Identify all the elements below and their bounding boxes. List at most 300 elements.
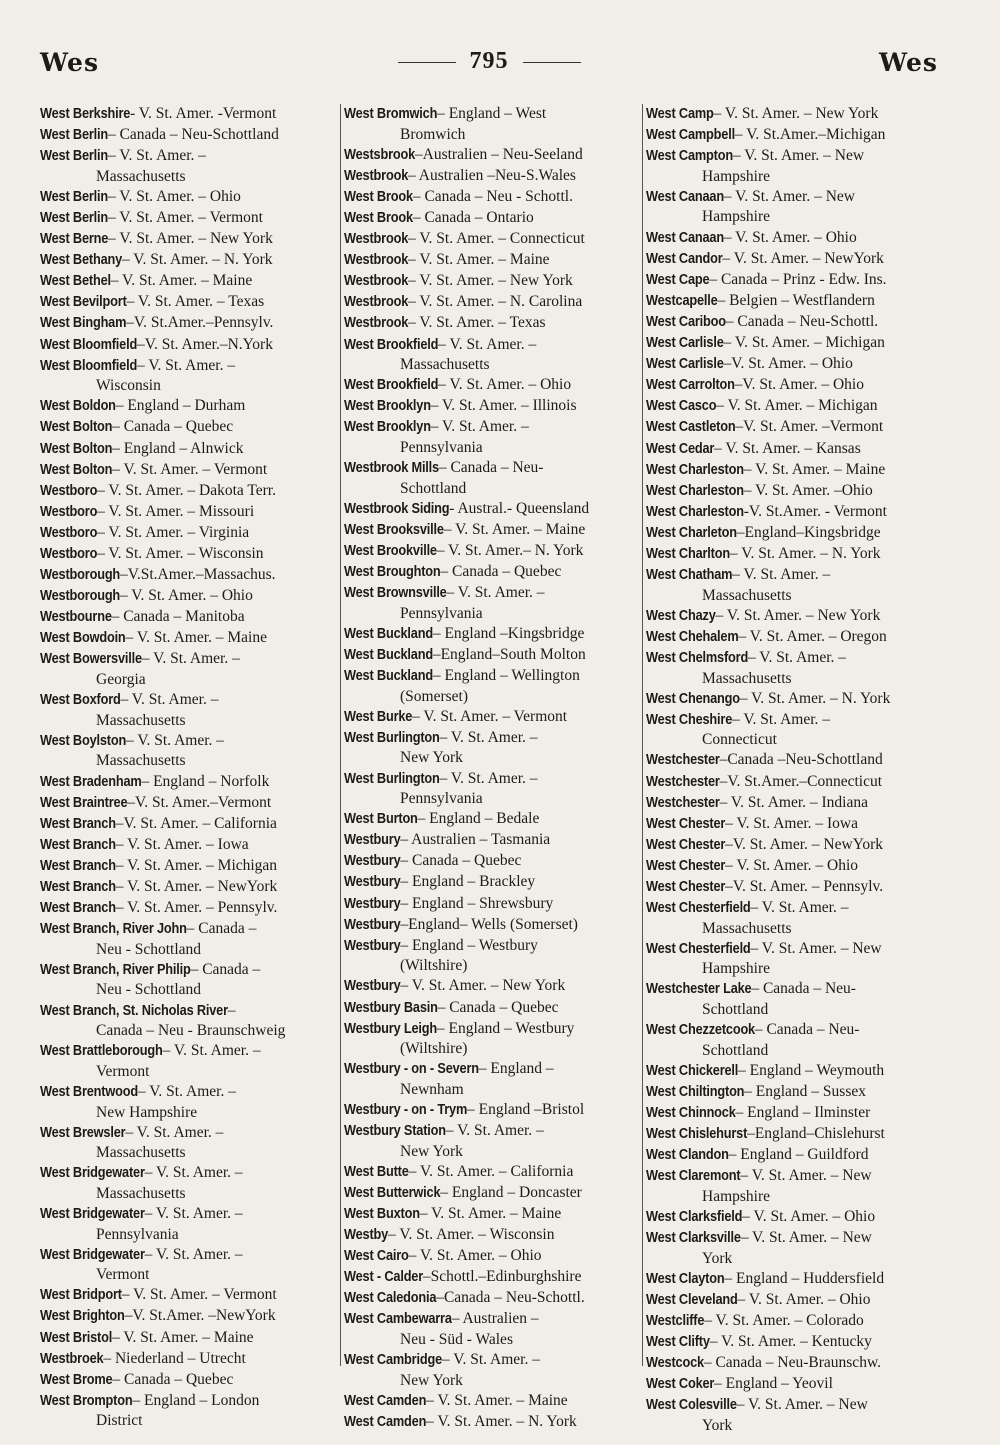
place-name: West Clarksville (646, 1230, 741, 1247)
place-name: West Chester (646, 815, 726, 832)
gazetteer-entry (344, 1246, 640, 1267)
place-location: – V. St. Amer. – New York (715, 606, 881, 624)
place-name: West Chislehurst (646, 1126, 748, 1143)
entry-line (344, 313, 640, 334)
place-name: West Clayton (646, 1270, 725, 1287)
place-name: Westbury Leigh (344, 1020, 438, 1037)
place-name: Westbury Station (344, 1123, 446, 1140)
entry-line (344, 208, 640, 229)
entry-line (40, 814, 336, 835)
gazetteer-entry (344, 104, 640, 144)
entry-line (646, 146, 942, 167)
gazetteer-entry (646, 898, 942, 938)
entry-line (40, 628, 336, 649)
entry-line (646, 979, 942, 1000)
place-name: West Brookfield (344, 336, 439, 353)
entry-line (40, 731, 336, 752)
entry-line (646, 1166, 942, 1187)
entry-line (646, 1082, 942, 1103)
gazetteer-entry (40, 793, 336, 814)
place-location-continued: Schottland (702, 1001, 769, 1019)
place-location: – V. St. Amer. – Ohio (742, 1207, 876, 1225)
place-location: – V. St. Amer. – Texas (126, 293, 265, 311)
entry-line (344, 583, 640, 604)
place-location: – Canada – Ontario (412, 208, 534, 226)
gazetteer-entry (344, 229, 640, 250)
place-location: – Belgien – Westflandern (717, 291, 875, 309)
entry-line (40, 1370, 336, 1391)
entry-line (40, 396, 336, 417)
place-name: West Carlisle (646, 335, 724, 352)
place-location-continued: (Wiltshire) (400, 1040, 468, 1058)
place-location-continued: Massachusetts (96, 752, 186, 770)
place-name: West Burke (344, 708, 413, 725)
entry-line (344, 1288, 640, 1309)
column-1 (40, 104, 336, 1432)
entry-line (344, 250, 640, 271)
gazetteer-entry (40, 898, 336, 919)
place-location: –Canada –Neu-Schottland (719, 751, 883, 769)
place-location: – England – West (437, 105, 547, 122)
gazetteer-entry (344, 458, 640, 498)
gazetteer-entry (646, 460, 942, 481)
header-rule-right (523, 62, 581, 63)
place-location: – V. St. Amer. – Michigan (115, 856, 278, 874)
column-3 (646, 104, 942, 1436)
place-name: West Bowersville (40, 651, 142, 668)
entry-line (40, 439, 336, 460)
gazetteer-entry (344, 1019, 640, 1059)
gazetteer-entry (646, 1207, 942, 1228)
entry-line (40, 1349, 336, 1370)
entry-line (344, 520, 640, 541)
place-location: – V. St. Amer. – (750, 899, 849, 917)
place-name: West Butterwick (344, 1184, 441, 1201)
entry-line (344, 1225, 640, 1246)
place-location: – V. St. Amer. – Vermont (412, 707, 568, 725)
place-location: – England – Guildford (728, 1146, 869, 1164)
place-location: – V. St. Amer. – (438, 335, 537, 353)
place-name: West Berlin (40, 209, 109, 226)
entry-line (344, 851, 640, 872)
entry-line (344, 666, 640, 687)
entry-line (344, 1059, 640, 1080)
gazetteer-entry (40, 1082, 336, 1122)
gazetteer-entry (344, 1183, 640, 1204)
gazetteer-entry (344, 1309, 640, 1349)
gazetteer-entry (344, 645, 640, 666)
place-location: – V. St. Amer. – New (740, 1229, 872, 1247)
place-location: – V. St. Amer. – Iowa (115, 835, 249, 853)
page-header (40, 44, 938, 84)
place-location-continued: New York (400, 749, 463, 767)
gazetteer-entry (40, 481, 336, 502)
gazetteer-entry (646, 835, 942, 856)
place-location: –V. St. Amer. – Pennsylv. (725, 877, 884, 895)
entry-line (40, 292, 336, 313)
place-name: West Charleston (646, 503, 744, 520)
place-location: – V. St. Amer. – New (750, 939, 882, 957)
place-location: – V. St. Amer. – Kansas (714, 439, 861, 457)
place-name: West Bristol (40, 1329, 113, 1346)
place-name: Westbury Basin (344, 999, 438, 1016)
entry-columns (40, 104, 940, 1434)
place-name: West Branch (40, 815, 116, 832)
place-name: West Chester (646, 857, 726, 874)
entry-line (40, 187, 336, 208)
entry-line (646, 228, 942, 249)
place-location-continued: Massachusetts (96, 711, 186, 729)
entry-line (40, 649, 336, 670)
gazetteer-entry (40, 960, 336, 1000)
place-location: – V. St. Amer. – California (408, 1162, 574, 1180)
place-name: West Boldon (40, 398, 116, 415)
gazetteer-entry (646, 439, 942, 460)
entry-line (40, 1041, 336, 1062)
place-name: West Berlin (40, 127, 109, 144)
place-location: – Canada – Neu-Schottl. (725, 312, 879, 330)
place-name: West Clifty (646, 1334, 710, 1351)
entry-line (646, 1290, 942, 1311)
entry-line (40, 607, 336, 628)
place-name: West Brome (40, 1371, 113, 1388)
place-location: – Canada – Neu-Schottland (107, 126, 279, 144)
entry-line (646, 481, 942, 502)
place-location: – V. St. Amer. – Ohio (408, 1247, 542, 1265)
place-location: –V. St.Amer.–Pennsylv. (126, 314, 274, 332)
gazetteer-entry (646, 814, 942, 835)
gazetteer-entry (646, 312, 942, 333)
place-name: West Cambridge (344, 1352, 442, 1369)
gazetteer-entry (646, 1061, 942, 1082)
place-name: Westchester Lake (646, 981, 752, 998)
gazetteer-entry (40, 356, 336, 396)
place-location: – England – Brackley (400, 873, 536, 891)
place-location: – Australien –Neu-S.Wales (408, 166, 576, 184)
place-name: West Camden (344, 1392, 427, 1409)
gazetteer-entry (344, 1412, 640, 1433)
entry-line (344, 1162, 640, 1183)
entry-line (40, 356, 336, 377)
place-location: –England– Wells (Somerset) (400, 915, 578, 933)
place-location: – V. St. Amer. – New York (400, 977, 566, 995)
gazetteer-entry (646, 979, 942, 1019)
place-location: – V. St. Amer. – N. York (426, 1412, 577, 1430)
gazetteer-entry (344, 541, 640, 562)
gazetteer-entry (344, 666, 640, 706)
place-name: West Bridgewater (40, 1205, 145, 1222)
place-location-continued: (Somerset) (400, 687, 469, 705)
gazetteer-entry (344, 583, 640, 623)
gazetteer-entry (40, 502, 336, 523)
entry-line (344, 1267, 640, 1288)
place-location: –England–South Molton (432, 645, 586, 663)
place-location: –Australien – Neu-Seeland (414, 145, 583, 163)
place-location: – V. St. Amer. – (120, 691, 219, 709)
place-name: West Bradenham (40, 773, 142, 790)
gazetteer-entry (344, 562, 640, 583)
entry-line (646, 606, 942, 627)
place-location: – V. St. Amer. – (731, 710, 831, 728)
place-location: – V. St. Amer. – Vermont (107, 208, 263, 226)
gazetteer-entry (646, 1166, 942, 1206)
place-name: Westbrook (344, 252, 409, 269)
gazetteer-entry (646, 1145, 942, 1166)
place-location-continued: Schottland (400, 479, 467, 497)
place-location: –England–Kingsbridge (736, 523, 881, 541)
gazetteer-entry (344, 1059, 640, 1099)
entry-line (344, 271, 640, 292)
place-location: – Australien – (451, 1310, 539, 1328)
place-location: – V. St. Amer. – (430, 418, 529, 436)
gazetteer-entry (344, 166, 640, 187)
place-location: – V. St. Amer. – (439, 728, 538, 746)
gazetteer-entry (40, 814, 336, 835)
entry-line (40, 919, 336, 940)
place-name: Westby (344, 1227, 389, 1244)
entry-line (40, 586, 336, 607)
place-name: West Campbell (646, 127, 735, 144)
gazetteer-entry (344, 769, 640, 809)
entry-line (344, 562, 640, 583)
place-name: West Bloomfield (40, 357, 138, 374)
place-name: West Buckland (344, 668, 433, 685)
place-location-continued: Neu - Schottland (96, 981, 202, 999)
place-location-continued: (Wiltshire) (400, 957, 468, 975)
place-name: West Clarksfield (646, 1208, 743, 1225)
gazetteer-entry (344, 830, 640, 851)
gazetteer-entry (344, 1121, 640, 1161)
entry-line (40, 835, 336, 856)
place-name: West Cleveland (646, 1291, 738, 1308)
place-location: – V. St. Amer. – Colorado (704, 1311, 864, 1329)
place-location-continued: Hampshire (702, 167, 771, 185)
place-name: West Cheshire (646, 711, 733, 728)
place-name: West Charleston (646, 461, 744, 478)
place-location: – Canada – Manitoba (111, 608, 245, 626)
place-location: – V. St. Amer. – Missouri (97, 502, 255, 520)
gazetteer-entry (646, 877, 942, 898)
place-location-continued: Massachusetts (702, 586, 792, 604)
place-location-continued: Wisconsin (96, 377, 161, 395)
entry-line (646, 689, 942, 710)
place-location: – V. St. Amer. – (144, 1245, 243, 1263)
entry-line (646, 877, 942, 898)
gazetteer-entry (646, 375, 942, 396)
place-name: West Chesterfield (646, 900, 751, 917)
place-location-continued: New York (400, 1371, 463, 1389)
gazetteer-entry (344, 936, 640, 976)
place-name: West Chezzetcook (646, 1022, 755, 1039)
place-name: Westcapelle (646, 292, 718, 309)
place-name: West Brompton (40, 1392, 133, 1409)
place-location: – Canada – Neu - Schottl. (412, 187, 573, 205)
place-location: – V. St. Amer. – (747, 648, 847, 666)
gazetteer-entry (344, 851, 640, 872)
place-location: – V. St. Amer. – Maine (743, 460, 886, 478)
place-location: – England – Sussex (744, 1082, 866, 1100)
place-location: – England – Westbury (400, 936, 538, 954)
gazetteer-entry (40, 1001, 336, 1041)
place-name: West Candor (646, 250, 723, 267)
place-location: – V. St. Amer. – New York (108, 230, 273, 248)
entry-line (344, 417, 640, 438)
gazetteer-entry (344, 1391, 640, 1412)
place-location: – Canada – Quebec (112, 1370, 234, 1388)
gazetteer-entry (344, 417, 640, 457)
place-name: West Carlisle (646, 356, 724, 373)
place-location: – V. St. Amer. – New York (713, 105, 879, 122)
gazetteer-entry (344, 915, 640, 936)
gazetteer-entry (646, 1374, 942, 1395)
entry-line (344, 145, 640, 166)
entry-line (40, 898, 336, 919)
gazetteer-entry (344, 624, 640, 645)
place-location: – V. St. Amer. – (441, 1351, 540, 1369)
place-name: West Chelmsford (646, 649, 749, 666)
place-location: – V. St. Amer. – New York (408, 272, 573, 290)
page-number-block (40, 48, 938, 75)
place-location: – V. St. Amer. – (439, 769, 538, 787)
place-location: – V. St. Amer. – Texas (408, 314, 546, 332)
place-name: Westbury - on - Severn (344, 1061, 479, 1078)
place-name: West Branch (40, 857, 116, 874)
gazetteer-entry (40, 250, 336, 271)
gazetteer-entry (40, 187, 336, 208)
header-rule-left (398, 62, 456, 63)
place-location: – V. St. Amer. – NewYork (722, 249, 884, 267)
gazetteer-entry (40, 607, 336, 628)
place-name: West Branch, St. Nicholas River (40, 1002, 228, 1019)
place-name: West Bevilport (40, 294, 127, 311)
place-name: West Brooksville (344, 521, 444, 538)
gazetteer-entry (344, 976, 640, 997)
place-location: – England – Doncaster (440, 1183, 582, 1201)
entry-line (40, 250, 336, 271)
entry-line (646, 417, 942, 438)
place-location: – V. St. Amer. – (445, 1122, 544, 1140)
place-location-continued: Vermont (96, 1062, 150, 1080)
gazetteer-entry (646, 249, 942, 270)
gazetteer-entry (646, 354, 942, 375)
entry-line (40, 1082, 336, 1103)
place-name: West Chester (646, 836, 726, 853)
entry-line (646, 627, 942, 648)
place-location: – V. St. Amer. – Michigan (723, 334, 885, 352)
place-location-continued: Newnham (400, 1080, 464, 1098)
gazetteer-entry (40, 125, 336, 146)
entry-line (40, 481, 336, 502)
place-name: West Boylston (40, 732, 127, 749)
place-location-continued: Hampshire (702, 960, 771, 978)
place-location: –V. St. Amer. – NewYork (725, 835, 883, 853)
place-location: – V. St. Amer. – New (740, 1167, 872, 1185)
place-name: West Buckland (344, 625, 433, 642)
place-name: West Castleton (646, 419, 736, 436)
gazetteer-entry (40, 523, 336, 544)
place-name: West Brookfield (344, 377, 439, 394)
place-name: West Branch (40, 900, 116, 917)
place-location-continued: Pennsylvania (400, 790, 483, 808)
place-name: West Burlington (344, 770, 440, 787)
gazetteer-entry (646, 627, 942, 648)
entry-line (40, 793, 336, 814)
place-location: – V. St. Amer. – (446, 584, 545, 602)
place-location: – England – Huddersfield (724, 1269, 885, 1287)
place-location: –Canada – Neu-Schottl. (436, 1289, 585, 1307)
entry-line (646, 439, 942, 460)
place-location: – England – Alnwick (112, 439, 244, 457)
gazetteer-entry (344, 292, 640, 313)
place-location: –V. St. Amer. – Ohio (723, 355, 853, 373)
place-name: West Berlin (40, 188, 109, 205)
gazetteer-entry (646, 228, 942, 249)
entry-line (40, 125, 336, 146)
place-location: -V. St.Amer. - Vermont (743, 502, 887, 520)
entry-line (646, 125, 942, 146)
entry-line (646, 1269, 942, 1290)
gazetteer-entry (40, 439, 336, 460)
place-location: – V. St. Amer. – Ohio (723, 228, 857, 246)
place-location: – Australien – Tasmania (400, 831, 551, 849)
gazetteer-entry (344, 1267, 640, 1288)
place-location: – V. St. Amer. – (162, 1042, 261, 1060)
place-name: West Buckland (344, 646, 433, 663)
gazetteer-entry (40, 690, 336, 730)
entry-line (344, 541, 640, 562)
place-location: – V. St. Amer. – (125, 731, 225, 749)
gazetteer-entry (646, 648, 942, 688)
place-name: West Braintree (40, 794, 128, 811)
entry-line (646, 312, 942, 333)
gazetteer-entry (40, 396, 336, 417)
place-location: – England – Wellington (432, 667, 580, 685)
place-location: – England – Durham (115, 397, 246, 415)
entry-line (646, 523, 942, 544)
place-name: West Bromwich (344, 106, 438, 122)
place-location: – V. St. Amer. – New (736, 1396, 868, 1414)
place-name: West Bolton (40, 440, 113, 457)
place-location: – V. St. Amer. – New (723, 187, 855, 205)
place-location: – V. St. Amer. – Pennsylv. (115, 899, 278, 917)
entry-line (40, 417, 336, 438)
gazetteer-entry (646, 1228, 942, 1268)
place-location-continued: Massachusetts (96, 1184, 186, 1202)
gazetteer-entry (344, 1288, 640, 1309)
entry-line (40, 523, 336, 544)
entry-line (344, 1412, 640, 1433)
place-location-continued: Schottland (702, 1041, 769, 1059)
entry-line (344, 1100, 640, 1121)
place-name: West Boxford (40, 692, 121, 709)
place-location-continued: Neu - Süd - Wales (400, 1331, 513, 1349)
entry-line (40, 1204, 336, 1225)
entry-line (344, 976, 640, 997)
place-location: – V. St. Amer. –Ohio (743, 481, 873, 499)
place-location: –V. St. Amer. –Vermont (735, 418, 884, 436)
place-name: West Chickerell (646, 1062, 739, 1079)
entry-line (646, 793, 942, 814)
gazetteer-entry (344, 894, 640, 915)
entry-line (344, 396, 640, 417)
gazetteer-entry (344, 998, 640, 1019)
entry-line (40, 1285, 336, 1306)
place-name: West Butte (344, 1163, 409, 1180)
entry-line (344, 769, 640, 790)
gazetteer-entry (646, 417, 942, 438)
place-location-continued: Massachusetts (400, 356, 490, 374)
entry-line (646, 1145, 942, 1166)
